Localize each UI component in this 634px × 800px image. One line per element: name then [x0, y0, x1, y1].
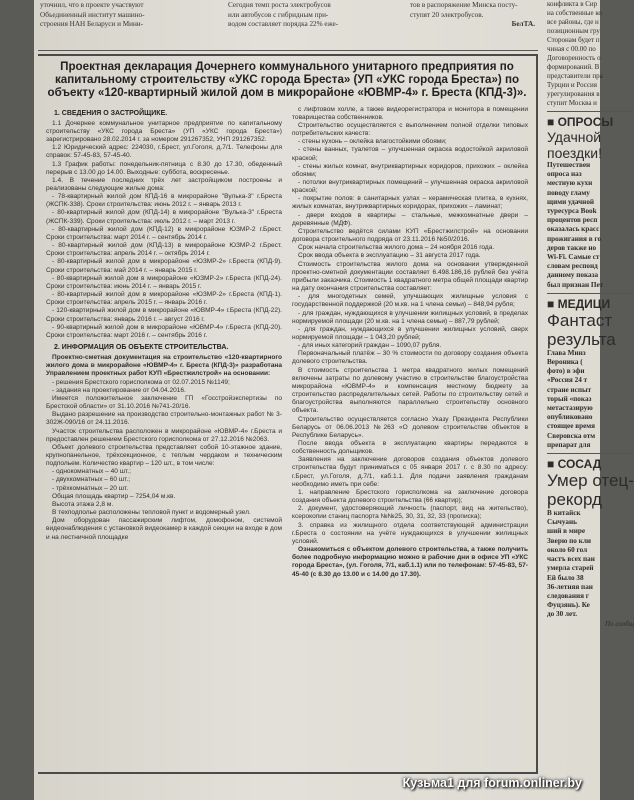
- strip-col-3: [410, 1, 535, 30]
- side-line: ступит Москва и: [547, 99, 597, 107]
- strip-col-1: [40, 1, 200, 30]
- article-paragraph: Срок начала строительства жилого дома – 24 ноября 2016 года.: [298, 244, 495, 252]
- article-paragraph: - покрытие полов: в санитарных узлах – керамическая плитка, в кухнях, жилых комнатах, внутриквартирных коридорах, прихожих – ламинат;: [292, 195, 528, 211]
- article-paragraph: - задания на проектирование от 04.04.2016.: [52, 386, 186, 394]
- side-line: поводу гламу: [547, 188, 590, 197]
- article-headline: Проектная декларация Дочернего коммунального унитарного предприятия по капитальному строительству «УКС города Бреста» (УП «УКС города Бреста») по объекту «120-квартирный жилой дом в микрорайоне «ЮВМР-4» г. Бреста (КПД-3)».: [47, 60, 527, 100]
- article-paragraph: 1.4. В течение последних трёх лет застройщиком построены и реализованы следующие жилые дома:: [46, 176, 282, 193]
- article-paragraph: - 80-квартирный жилой дом (КПД-14) в микрорайоне "Вулька-3" г.Бреста (ЖСПК-339). Сроки строительства: июль 2012 г. – март 2013 г.: [46, 209, 282, 225]
- article-paragraph: Строительство осуществляется с выполнением полной отделки типовых потребительских качеств:: [292, 121, 528, 138]
- side-body-2: [547, 349, 634, 450]
- article-paragraph: Стоимость строительства жилого дома на основании утвержденной проектно-сметной документации составляет 6.498.186,16 рублей без учёта прибыли заказчика. Стоимость 1 квадратного метра общей площади квартир на дату окончания строительства составляет:: [292, 260, 528, 293]
- side-headline-3: Умер отец- рекорд: [547, 471, 634, 510]
- divider: [547, 453, 634, 454]
- side-line: туресурса Book: [547, 207, 597, 216]
- side-body-1: [547, 161, 634, 290]
- article-paragraph: Заявления на заключение договоров создания объектов долевого строительства будут приниматься с 05 января 2017 г. с 8.30 по адресу: г.Брест, ул.Гоголя, д.7/1, каб.1.1. Для подачи заявления гражданам необходимо иметь при себе:: [292, 456, 528, 488]
- article-paragraph: После ввода объекта в эксплуатацию квартиры передаются в собственность дольщиков.: [292, 440, 528, 456]
- side-line: Сторонам будет п: [547, 36, 600, 44]
- strip-line: строения НАН Беларуси и Мини-: [40, 20, 144, 28]
- strip-line: или автобусов с гибридным при-: [228, 10, 329, 19]
- article-paragraph: Объект долевого строительства представляет собой 10-этажное здание, крупнопанельное, трёхсекционное, с теплым чердаком и техническим подпольем. Количество квартир – 120 шт., в том числе:: [46, 443, 282, 468]
- strip-line: БелТА.: [511, 20, 535, 28]
- article-paragraph: - стены ванных, туалетов – улучшенная окраска водостойкой акриловой краской;: [292, 146, 528, 162]
- article-paragraph: - 80-квартирный жилой дом в микрорайоне «ЮЗМР-2» г.Бреста (КПД-24). Сроки строительства: июнь 2014 г. – январь 2015 г.: [46, 274, 282, 290]
- article-paragraph: 1.3 График работы: понедельник-пятница с 8.30 до 17.30, обеденный перерыв с 13.00 до 14.00. Выходные: суббота, воскресенье.: [46, 160, 282, 176]
- side-line: Ей было 38: [547, 573, 584, 582]
- divider: [547, 111, 634, 112]
- side-line: деров также но: [547, 243, 597, 252]
- article-paragraph: - однокомнатных – 40 шт.;: [52, 468, 131, 476]
- article-paragraph: 3. справка из жилищного отдела соответствующей администрации г.Бреста о состоянии на учёте нуждающихся в улучшении жилищных условий.: [292, 521, 528, 545]
- side-body-3: [547, 509, 634, 619]
- side-line: Wi-Fi. Самые ст: [547, 253, 600, 262]
- side-line: опубликовано: [547, 413, 593, 422]
- article-paragraph: - 90-квартирный жилой дом в микрорайоне «ЮВМР-4» г.Бреста (КПД-20). Сроки строительства: март 2016 г. – сентябрь 2016 г.: [46, 323, 282, 339]
- side-line: В китайск: [547, 509, 581, 518]
- strip-line: ступят 20 электробусов.: [410, 10, 484, 19]
- article-columns: [46, 106, 528, 579]
- project-declaration-article: [38, 54, 538, 774]
- article-paragraph: - двери входов в квартиры – стальные, межкомнатные двери – деревянные (МДФ).: [292, 211, 528, 227]
- article-paragraph: Проектно-сметная документация на строительство «120-квартирного жилого дома в микрорайоне «ЮВМР-4» г. Бреста (КПД-3)» разработана Управлением проектных работ КУП «Брестжилстрой» на основании:: [46, 354, 282, 378]
- article-paragraph: Ознакомиться с объектом долевого строительства, а также получить более подробную информацию можно в рабочие дни в офисе УП «УКС города Бреста», (ул. Гоголя, 7/1, каб.1.1) или по телефонам: 57-45-83, 57-45-40 (с 8.30 до 13.00 и с 14.00 до 17.30).: [292, 546, 528, 578]
- side-headline-1: Удачной поездки!: [547, 129, 602, 161]
- article-paragraph: - потолки внутриквартирных помещений – улучшенная окраска акриловой краской;: [292, 179, 528, 195]
- article-paragraph: Строительство осуществляется согласно Указу Президента Республики Беларусь от 06.06.2013 №263 «О долевом строительстве объектов в Республике Беларусь».: [292, 415, 528, 439]
- article-paragraph: - стены жилых комнат, внутриквартирных коридоров, прихожих – оклейка обоями;: [292, 162, 528, 178]
- article-paragraph: Общая площадь квартир – 7254,04 м.кв.: [52, 492, 176, 500]
- article-paragraph: Высота этажа 2,8 м.: [52, 500, 114, 508]
- side-line: препарат для: [547, 440, 591, 449]
- forum-watermark: Кузьма1 для forum.onliner.by: [402, 776, 582, 790]
- side-line: оказалась красс: [547, 225, 600, 234]
- side-line: стране испыт: [547, 385, 592, 394]
- side-line: чиная с 00.00 по: [547, 45, 596, 53]
- article-paragraph: - 80-квартирный жилой дом в микрорайоне «ЮЗМР-2» г.Бреста (КПД-9). Сроки строительства: май 2014 г. – январь 2015 г.: [46, 258, 282, 274]
- article-paragraph: - для многодетных семей, улучшающих жилищные условия с государственной поддержкой (20 м.кв. на 1 члена семьи) – 848,94 рубля;: [292, 293, 528, 309]
- article-paragraph: - для иных категорий граждан – 1090,07 рубля.: [298, 342, 442, 350]
- strip-line: Объединенный институт машино-: [40, 10, 145, 19]
- section-heading: 1. СВЕДЕНИЯ О ЗАСТРОЙЩИКЕ.: [54, 109, 168, 117]
- strip-line: уточнил, что в проекте участвуют: [40, 1, 144, 9]
- side-line: данному показа: [547, 271, 599, 280]
- side-line: процентов респ: [547, 216, 598, 225]
- side-line: Договоренность о: [547, 54, 601, 62]
- article-paragraph: с лифтовом холле, а также видеорегистратора и монитора в помещении товарищества собственников.: [292, 105, 528, 121]
- side-line: «Россия 24 т: [547, 376, 588, 385]
- side-line: ший в мире: [547, 527, 586, 536]
- article-paragraph: В техподполье расположены тепловой пункт и водомерный узел.: [52, 509, 251, 517]
- side-line: опроса наз: [547, 170, 582, 179]
- side-line: Путешествен: [547, 161, 591, 169]
- divider: [547, 293, 634, 294]
- side-line: позиционным гру: [547, 27, 600, 35]
- side-line: конфликта в Сир: [547, 0, 598, 8]
- article-paragraph: - 78-квартирный жилой дом КПД-16 в микрорайоне "Вулька-3" г.Бреста (ЖСПК-338). Сроки строительства: июнь 2012 г. – январь 2013 г.: [46, 193, 282, 209]
- side-line: Сверовска отм: [547, 431, 596, 440]
- article-paragraph: Выдано разрешение на производство строительно-монтажных работ № 3-302Ж-090/16 от 24.11.2016.: [46, 411, 282, 427]
- article-paragraph: 2. документ, удостоверяющий личность (паспорт, вид на жительство), ксерокопии станиц паспорта №№25, 30, 31, 32, 33 (прописка);: [292, 505, 528, 521]
- side-line: Глава Минз: [547, 348, 586, 357]
- side-footer: По сообщ: [605, 619, 634, 628]
- side-line: Вероника (: [547, 358, 583, 367]
- article-right-column: [292, 106, 528, 579]
- strip-col-2: [228, 1, 388, 30]
- article-paragraph: Срок ввода объекта в эксплуатацию – 31 августа 2017 года.: [298, 252, 481, 260]
- strip-line: водом составляет порядка 22% еже-: [228, 20, 339, 28]
- side-line: до 30 лет.: [547, 610, 578, 619]
- article-paragraph: Имеется положительное заключение ГП «Госстройэкспертизы по Брестской области» от 31.10.2016 №741-20/16.: [46, 394, 282, 411]
- side-line: около 60 гол: [547, 545, 588, 554]
- article-paragraph: - 80-квартирный жилой дом в микрорайоне «ЮЗМР-2» г.Бреста (КПД-1). Сроки строительства: апрель 2015 г. – январь 2016 г.: [46, 291, 282, 307]
- side-top-lines: [547, 0, 634, 108]
- side-line: Зверю по кли: [547, 536, 591, 545]
- side-line: представители пра: [547, 72, 603, 80]
- side-line: щими удачной: [547, 197, 595, 206]
- article-paragraph: Участок строительства расположен в микрорайоне «ЮВМР-4» г.Бреста и предоставлен решением Брестского горисполкома от 27.12.2016 №2063.: [46, 427, 282, 443]
- article-paragraph: 1.1 Дочернее коммунальное унитарное предприятие по капитальному строительству «УКС города Бреста» (УП «УКС города Бреста») зарегистрировано 28.02.2014 г. за номером 291267352, УНП 291267352.: [46, 119, 282, 144]
- side-line: Сычуань: [547, 518, 577, 527]
- article-paragraph: - для граждан, нуждающихся в улучшении жилищных условий, в пределах нормируемой площади (20 м.кв. на 1 члена семьи) – 887,79 рублей;: [292, 309, 528, 325]
- previous-article-strip: [38, 0, 538, 48]
- section-heading: 2. ИНФОРМАЦИЯ ОБ ОБЪЕКТЕ СТРОИТЕЛЬСТВА.: [54, 343, 229, 351]
- side-line: торый «показ: [547, 394, 592, 403]
- side-line: местную кухн: [547, 179, 593, 188]
- article-paragraph: 1.2 Юридический адрес: 224030, г.Брест, ул.Гоголя, д.7/1. Телефоны для справок: 57-45-83, 57-45-40.: [46, 144, 282, 160]
- article-left-column: [46, 106, 282, 579]
- article-paragraph: - для граждан, нуждающихся в улучшении жилищных условий, сверх нормируемой площади – 1 043,20 рублей;: [292, 325, 528, 341]
- side-line: частъ всех пан: [547, 555, 595, 564]
- side-line: был признан Пет: [547, 280, 604, 289]
- side-line: на собственные ко: [547, 9, 602, 17]
- side-line: Турции и Россия: [547, 81, 597, 89]
- section-label-medicine: ■ МЕДИЦИ: [547, 296, 611, 311]
- article-paragraph: В стоимость строительства 1 метра квадратного жилых помещений включены затраты по долевому участию в строительстве благоустройства микрорайона «ЮВМР-4» и компенсация местному бюджету за строительство распределительных сетей. Работы по строительству сетей и благоустройства выполняются параллельно строительству основного объекта.: [292, 366, 528, 415]
- side-line: стоящее время: [547, 422, 596, 431]
- article-paragraph: - стены кухонь – оклейка влагостойкими обоями;: [298, 138, 447, 146]
- article-paragraph: - 80-квартирный жилой дом (КПД-13) в микрорайоне ЮЗМР-2 г.Брест. Сроки строительства: апрель 2014 г. – октябрь 2014 г.: [46, 242, 282, 258]
- side-line: Фуцзянь). Ке: [547, 601, 590, 610]
- side-line: фото) в эфи: [547, 367, 585, 376]
- divider: [38, 50, 538, 51]
- section-label-polls: ■ ОПРОСЫ: [547, 115, 614, 129]
- article-paragraph: Дом оборудован пассажирским лифтом, домофоном, системой видеонаблюдения с установкой видеокамер в каждой секции на входе в дом и на лестничной площадке: [46, 517, 282, 541]
- article-paragraph: - решения Брестского горисполкома от 02.07.2015 №1149;: [52, 378, 230, 386]
- article-paragraph: 1. направление Брестского горисполкома на заключение договора создания объекта долевого строительства (66 квартир);: [292, 488, 528, 505]
- article-paragraph: Первоначальный платёж – 30 % стоимости по договору создания объекта долевого строительства.: [292, 350, 528, 366]
- side-line: словам респонд: [547, 262, 598, 271]
- side-news-column: [542, 0, 634, 800]
- side-line: урегулирования в: [547, 90, 600, 98]
- side-line: метастазирую: [547, 404, 593, 413]
- article-paragraph: - двухкомнатных – 60 шт.;: [52, 476, 131, 484]
- side-line: следования г: [547, 591, 590, 600]
- section-label-sosad: ■ СОСАД: [547, 457, 602, 472]
- side-line: прожигания в го: [547, 234, 602, 243]
- side-line: умерла старей: [547, 564, 594, 573]
- side-line: формирований. В: [547, 63, 600, 71]
- article-paragraph: - трёхкомнатных – 20 шт.: [52, 484, 129, 492]
- strip-line: тов в распоряжение Минска посту-: [410, 1, 518, 9]
- article-paragraph: Строительство ведётся силами КУП «Брестжилстрой» на основании договора строительного подряда от 23.11.2016 №50/2016.: [292, 227, 528, 244]
- side-line: 36-летняя пан: [547, 582, 593, 591]
- article-paragraph: - 120-квартирный жилой дом в микрорайоне «ЮВМР-4» г.Бреста (КПД-22). Сроки строительства: январь 2016 г. – август 2016 г.: [46, 307, 282, 323]
- article-paragraph: - 80-квартирный жилой дом (КПД-12) в микрорайоне ЮЗМР-2 г.Брест. Сроки строительства: март 2014 г. – сентябрь 2014 г.: [46, 225, 282, 241]
- strip-line: Сегодня темп роста электробусов: [228, 1, 331, 9]
- newspaper-page: [34, 0, 634, 800]
- side-line: все районы, где н: [547, 18, 599, 26]
- side-headline-2: Фантаст результа: [547, 310, 616, 349]
